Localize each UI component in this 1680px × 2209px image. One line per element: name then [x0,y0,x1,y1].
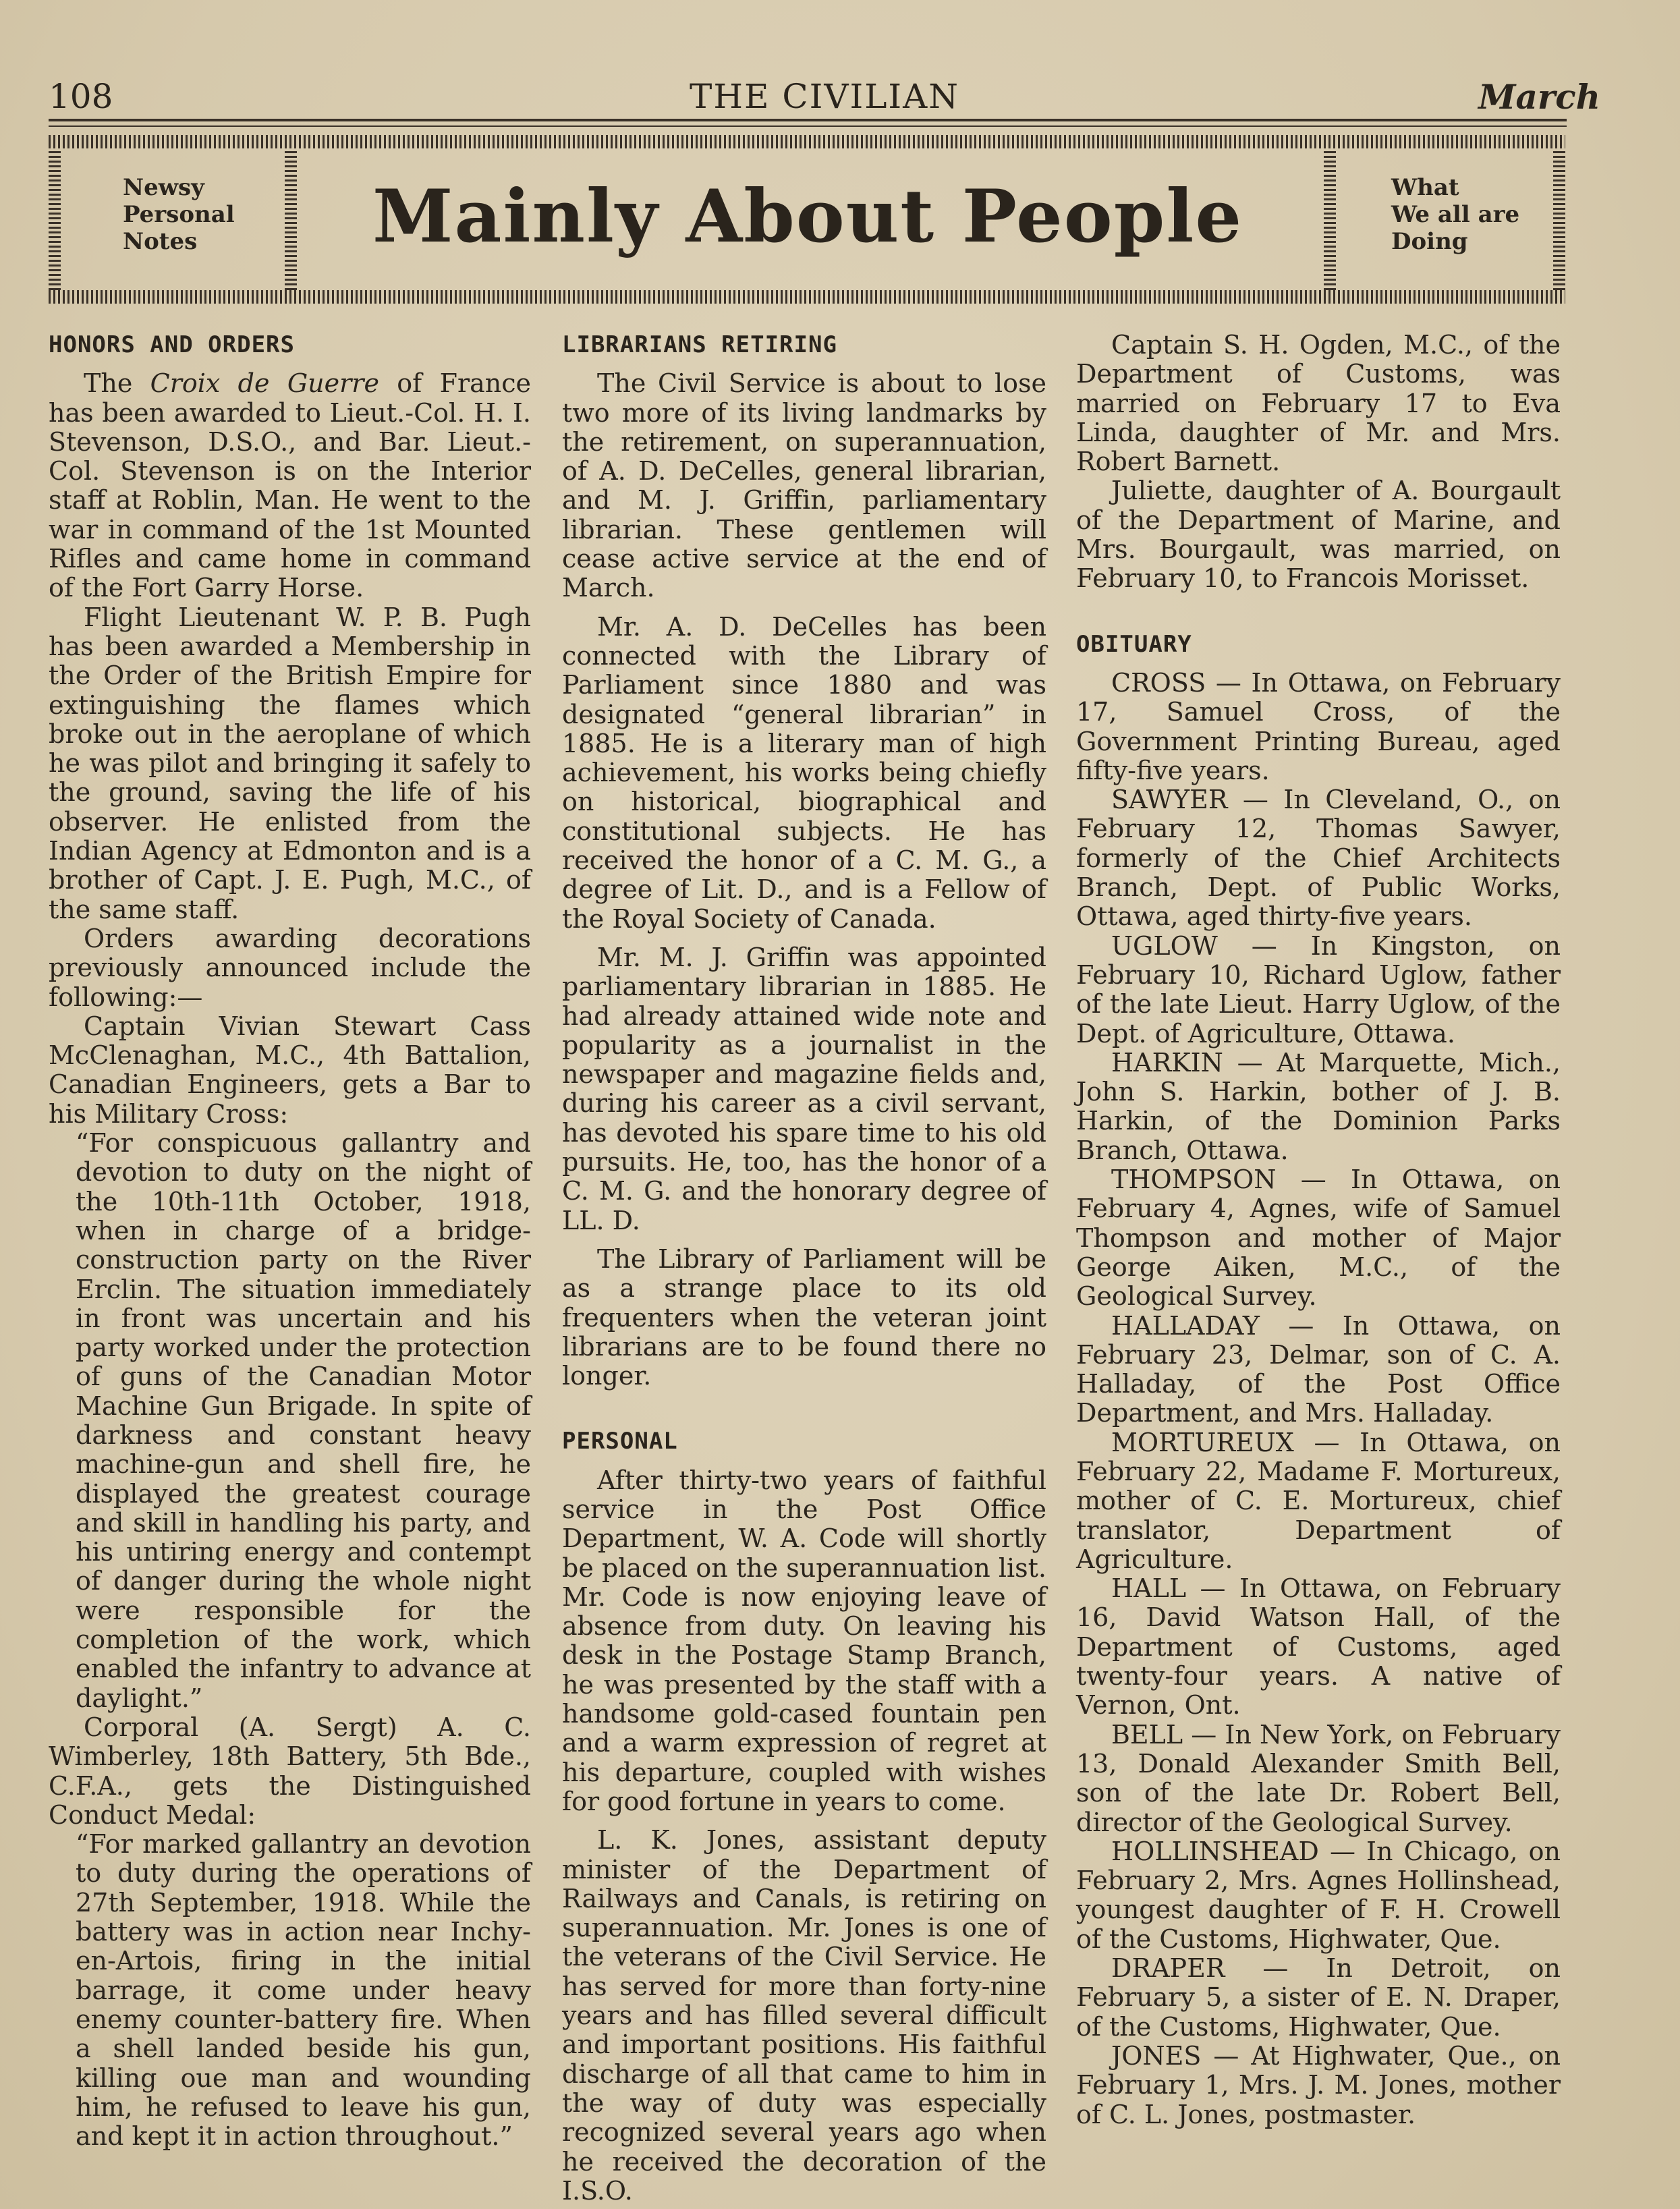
obituary-entry: BELL — In New York, on February 13, Donald Alexander Smith Bell, son of the late Dr. Robert Bell, director of the Geological Survey. [1076,1719,1561,1837]
paragraph: After thirty-two years of faithful service in the Post Office Department, W. A. Code will shortly be placed on the superannuation list. Mr. Code is now enjoying leave of absence from duty. On leaving his desk in the Postage Stamp Branch, he was presented by the staff with a handsome gold-cased fountain pen and a warm expression of regret at his departure, coupled with wishes for good fortune in years to come. [562,1465,1046,1816]
banner-title: Mainly About People [372,174,1243,259]
section-banner [49,135,1565,304]
paragraph: Corporal (A. Sergt) A. C. Wimberley, 18th Battery, 5th Bde., C.F.A., gets the Distinguished Conduct Medal: [49,1712,531,1830]
ornament-border-left [49,148,61,290]
running-header [49,70,1600,124]
text: of France has been awarded to Lieut.-Col. H. I. Stevenson, D.S.O., and Bar. Lieut.-Col. Stevenson is on the Interior staff at Roblin, Man. He went to the war in command of the 1st Mounted Rifles and came home in command of the Fort Garry Horse. [49,368,532,603]
italic-text: Croix de Guerre [150,368,379,399]
text: The [84,368,150,399]
banner-right-line: We all are [1391,201,1520,228]
journal-title: THE CIVILIAN [689,77,960,116]
paragraph: Mr. A. D. DeCelles has been connected with the Library of Parliament since 1880 and was designated “general librarian” in 1885. He is a literary man of high achievement, his works being chiefly on historical, biographical and constitutional subjects. He has received the honor of a C. M. G., a degree of Lit. D., and is a Fellow of the Royal Society of Canada. [562,611,1046,934]
banner-left-line: Newsy [123,174,204,201]
paragraph: Captain S. H. Ogden, M.C., of the Department of Customs, was married on February 17 to Eva Linda, daughter of Mr. and Mrs. Robert Barnett. [1076,330,1561,477]
obituary-entry: THOMPSON — In Ottawa, on February 4, Agnes, wife of Samuel Thompson and mother of Major George Aiken, M.C., of the Geological Survey. [1076,1165,1561,1312]
paragraph: Orders awarding decorations previously announced include the following:— [49,923,531,1012]
citation-quote: “For marked gallantry an devotion to duty during the operations of 27th September, 1918. While the battery was in action near Inchy-en-Artois, firing in the initial barrage, it come under heavy enemy counter-battery fire. When a shell landed beside his gun, killing oue man and wounding him, he refused to leave his gun, and kept it in action throughout.” [76,1829,531,2152]
paragraph: Juliette, daughter of A. Bourgault of the Department of Marine, and Mrs. Bourgault, was married, on February 10, to Francois Morisset. [1076,476,1561,594]
column-3 [1076,331,1561,2129]
banner-left-line: Personal [123,201,235,228]
ornament-divider-right [1324,148,1336,290]
obituary-entry: HOLLINSHEAD — In Chicago, on February 2, Mrs. Agnes Hollinshead, youngest daughter of F. H. Crowell of the Customs, Highwater, Que. [1076,1836,1561,1954]
paragraph: Captain Vivian Stewart Cass McClenaghan, M.C., 4th Battalion, Canadian Engineers, gets a Bar to his Military Cross: [49,1011,531,1129]
header-rule-thin [49,125,1567,127]
obituary-entry: HALLADAY — In Ottawa, on February 23, Delmar, son of C. A. Halladay, of the Post Office Department, and Mrs. Halladay. [1076,1310,1561,1428]
paragraph: The Civil Service is about to lose two more of its living landmarks by the retirement, on superannuation, of A. D. DeCelles, general librarian, and M. J. Griffin, parliamentary librarian. These gentlemen will cease active service at the end of March. [562,368,1046,603]
paragraph: Flight Lieutenant W. P. B. Pugh has been awarded a Membership in the Order of the British Empire for extinguishing the flames which broke out in the aeroplane of which he was pilot and bringing it safely to the ground, saving the life of his observer. He enlisted from the Indian Agency at Edmonton and is a brother of Capt. J. E. Pugh, M.C., of the same staff. [49,602,531,924]
obituary-entry: CROSS — In Ottawa, on February 17, Samuel Cross, of the Government Printing Bureau, aged fifty-five years. [1076,667,1561,785]
section-heading: HONORS AND ORDERS [49,331,295,358]
page-number: 108 [49,77,113,116]
obituary-entry: MORTUREUX — In Ottawa, on February 22, Madame F. Mortureux, mother of C. E. Mortureux, chief translator, Department of Agriculture. [1076,1427,1561,1574]
column-2 [562,331,1046,2206]
paragraph: Mr. M. J. Griffin was appointed parliamentary librarian in 1885. He had already attained wide note and popularity as a journalist in the newspaper and magazine fields and, during his career as a civil servant, has devoted his spare time to his old pursuits. He, too, has the honor of a C. M. G. and the honorary degree of LL. D. [562,942,1046,1235]
section-heading: LIBRARIANS RETIRING [562,331,837,358]
banner-left-line: Notes [123,228,198,255]
obituary-entry: UGLOW — In Kingston, on February 10, Richard Uglow, father of the late Lieut. Harry Uglow, of the Dept. of Agriculture, Ottawa. [1076,930,1561,1048]
header-rule [49,119,1567,121]
section-heading: PERSONAL [562,1428,678,1455]
paragraph: L. K. Jones, assistant deputy minister of the Department of Railways and Canals, is retiring on superannuation. Mr. Jones is one of the veterans of the Civil Service. He has served for more than forty-nine years and has filled several difficult and important positions. His faithful discharge of all that came to him in the way of duty was especially recognized several years ago when he received the decoration of the I.S.O. [562,1825,1046,2206]
issue-month: March [1478,77,1600,117]
banner-left-subtitle [123,174,235,255]
obituary-entry: HARKIN — At Marquette, Mich., John S. Harkin, bother of J. B. Harkin, of the Dominion Parks Branch, Ottawa. [1076,1047,1561,1165]
ornament-border-top [49,135,1565,148]
banner-right-line: Doing [1391,228,1468,255]
ornament-divider-left [285,148,297,290]
paragraph: The Library of Parliament will be as a strange place to its old frequenters when the veteran joint librarians are to be found there no longer. [562,1243,1046,1391]
column-1 [49,331,531,2151]
citation-quote: “For conspicuous gallantry and devotion to duty on the night of the 10th-11th October, 1918, when in charge of a bridge-construction party on the River Erclin. The situation immediately in front was uncertain and his party worked under the protection of guns of the Canadian Motor Machine Gun Brigade. In spite of darkness and constant heavy machine-gun and shell fire, he displayed the greatest courage and skill in handling his party, and his untiring energy and contempt of danger during the whole night were responsible for the completion of the work, which enabled the infantry to advance at daylight.” [76,1128,531,1713]
banner-right-subtitle [1391,174,1519,255]
paragraph [49,369,531,603]
ornament-border-bottom [49,290,1565,304]
obituary-entry: JONES — At Highwater, Que., on February 1, Mrs. J. M. Jones, mother of C. L. Jones, postmaster. [1076,2040,1561,2129]
ornament-border-right [1553,148,1565,290]
obituary-entry: DRAPER — In Detroit, on February 5, a sister of E. N. Draper, of the Customs, Highwater, Que. [1076,1953,1561,2042]
obituary-entry: HALL — In Ottawa, on February 16, David Watson Hall, of the Department of Customs, aged twenty-four years. A native of Vernon, Ont. [1076,1573,1561,1721]
obituary-entry: SAWYER — In Cleveland, O., on February 12, Thomas Sawyer, formerly of the Chief Architects Branch, Dept. of Public Works, Ottawa, aged thirty-five years. [1076,785,1561,932]
section-heading: OBITUARY [1076,630,1192,658]
banner-right-line: What [1391,174,1459,201]
